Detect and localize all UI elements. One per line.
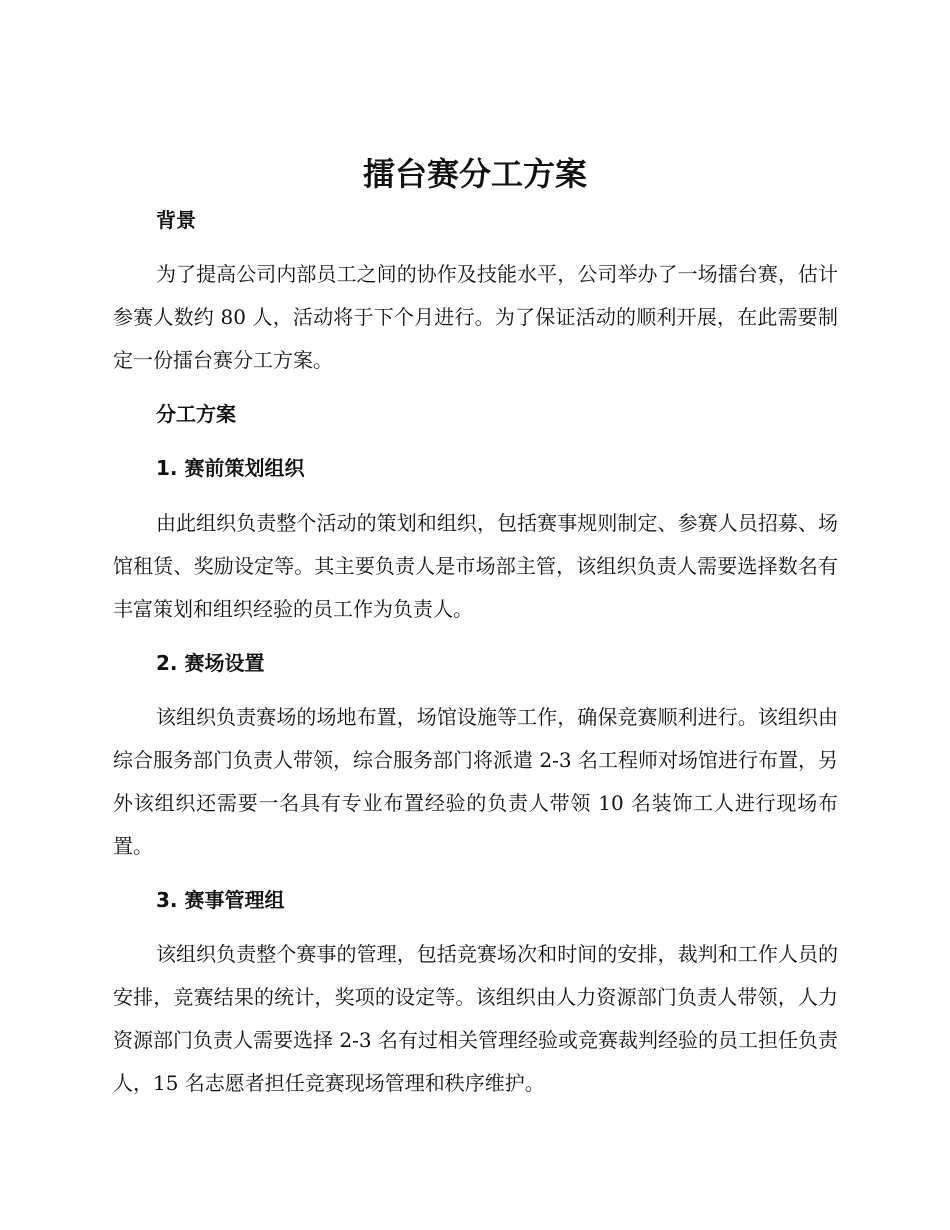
section-heading-venue-setup: 2. 赛场设置 — [156, 651, 265, 675]
section-heading-background: 背景 — [156, 208, 196, 232]
section-heading-division-plan: 分工方案 — [156, 402, 236, 426]
background-paragraph: 为了提高公司内部员工之间的协作及技能水平，公司举办了一场擂台赛，估计参赛人数约 80 人，活动将于下个月进行。为了保证活动的顺利开展，在此需要制定一份擂台赛分工方案。 — [113, 262, 838, 372]
document-title: 擂台赛分工方案 — [362, 155, 587, 193]
section-heading-pre-event-planning: 1. 赛前策划组织 — [156, 456, 305, 480]
event-management-paragraph: 该组织负责整个赛事的管理，包括竞赛场次和时间的安排，裁判和工作人员的安排，竞赛结果的统计，奖项的设定等。该组织由人力资源部门负责人带领，人力资源部门负责人需要选择 2-3 名有过相关管理经验或竞赛裁判经验的员工担任负责人，15 名志愿者担任竞赛现场管理和秩序维护。 — [113, 942, 838, 1095]
section-heading-event-management: 3. 赛事管理组 — [156, 888, 285, 912]
pre-event-planning-paragraph: 由此组织负责整个活动的策划和组织，包括赛事规则制定、参赛人员招募、场馆租赁、奖励设定等。其主要负责人是市场部主管，该组织负责人需要选择数名有丰富策划和组织经验的员工作为负责人。 — [113, 511, 838, 621]
venue-setup-paragraph: 该组织负责赛场的场地布置，场馆设施等工作，确保竞赛顺利进行。该组织由综合服务部门负责人带领，综合服务部门将派遣 2-3 名工程师对场馆进行布置，另外该组织还需要一名具有专业布置经验的负责人带领 10 名装饰工人进行现场布置。 — [113, 705, 838, 858]
